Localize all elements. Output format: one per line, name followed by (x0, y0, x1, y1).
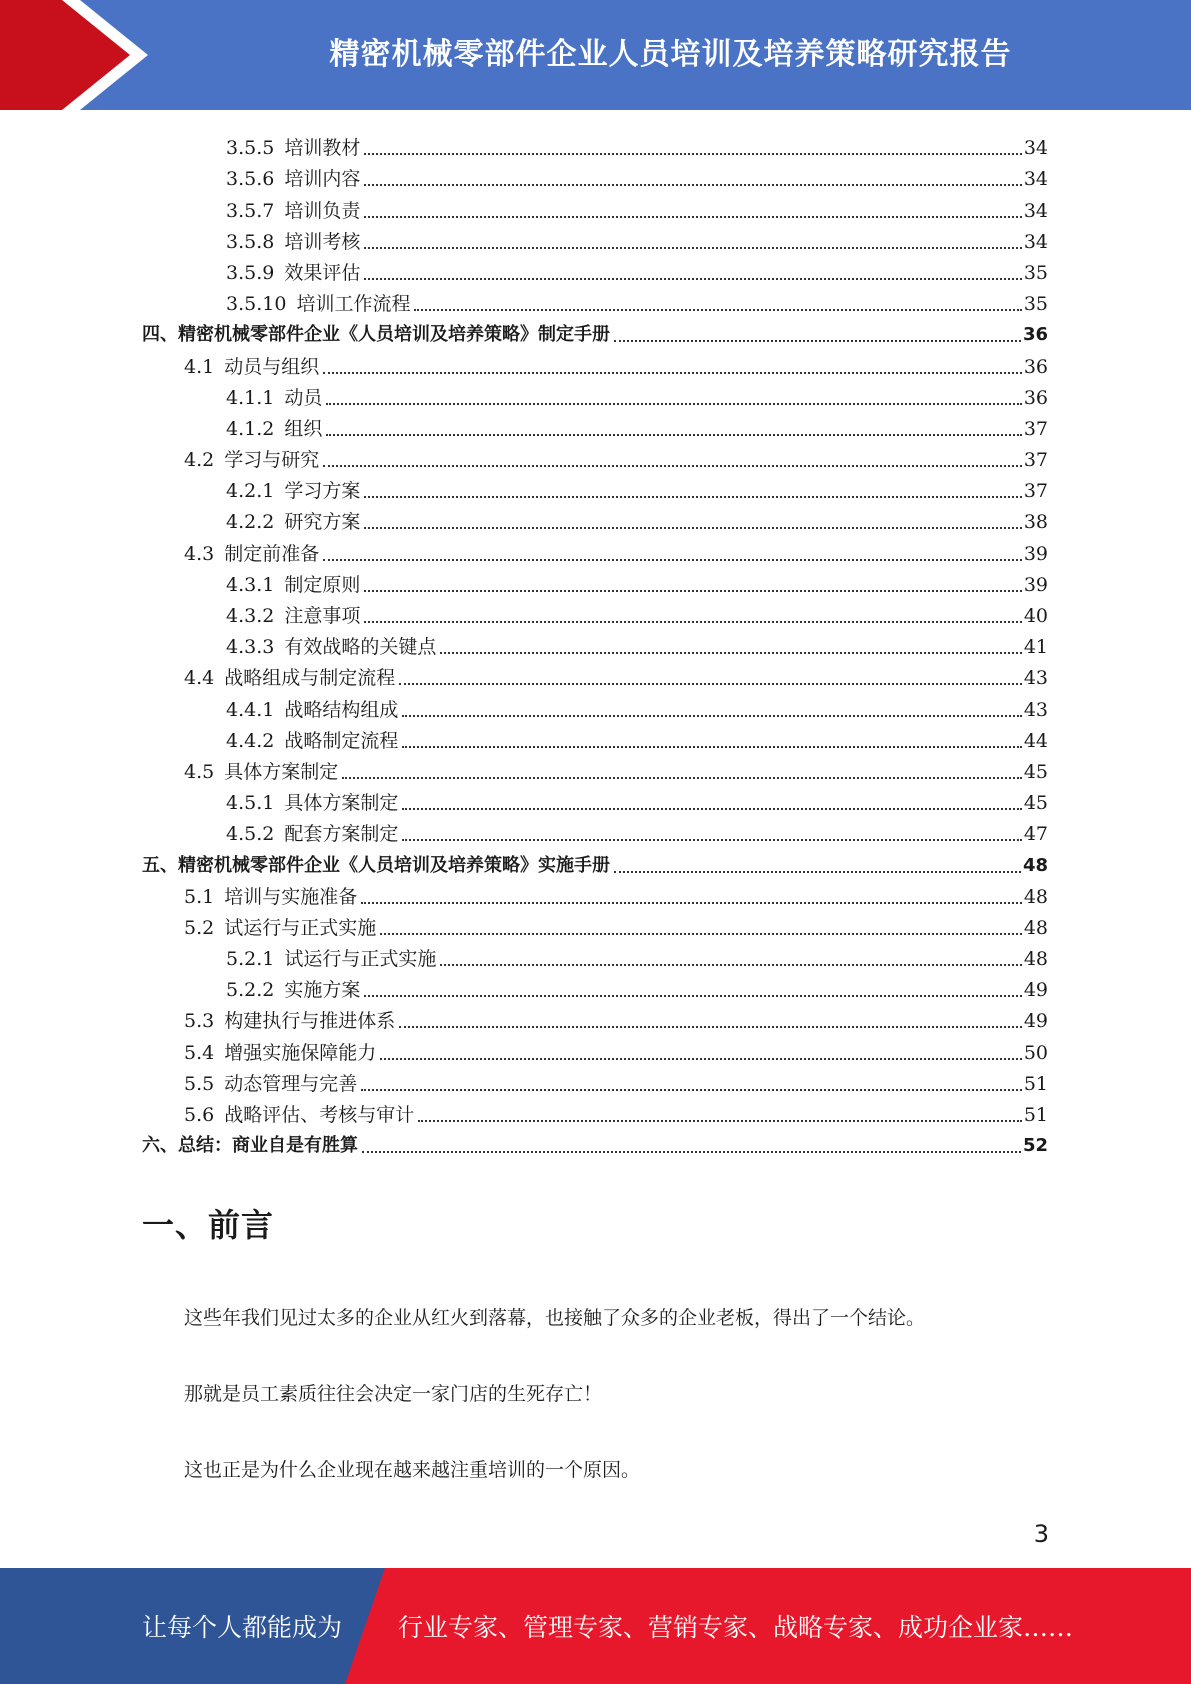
toc-entry-number: 5.4 (184, 1041, 215, 1064)
toc-entry-page: 34 (1023, 199, 1048, 222)
toc-dot-leader (399, 683, 1022, 685)
toc-entry-page: 51 (1023, 1072, 1048, 1095)
toc-entry-number: 3.5.5 (226, 137, 275, 160)
toc-entry-number: 3.5.10 (226, 293, 287, 316)
toc-dot-leader (326, 403, 1021, 405)
toc-entry-page: 38 (1023, 511, 1048, 534)
toc-entry-number: 4.4.1 (226, 698, 275, 721)
toc-entry-title: 培训教材 (284, 137, 361, 160)
toc-entry-title: 实施方案 (284, 979, 361, 1002)
toc-dot-leader (361, 902, 1022, 904)
toc-entry-title: 制定前准备 (224, 542, 320, 565)
toc-entry[interactable] (142, 783, 1048, 814)
toc-entry-number: 4.1.1 (226, 386, 275, 409)
toc-entry-number: 4.5.2 (226, 823, 275, 846)
footer-slogan-right: 行业专家、管理专家、营销专家、战略专家、成功企业家…… (398, 1613, 1074, 1642)
toc-entry-number: 4.1 (184, 355, 215, 378)
toc-entry[interactable] (142, 409, 1048, 440)
toc-entry-title: 动态管理与完善 (224, 1072, 358, 1095)
toc-entry-page: 34 (1023, 168, 1048, 191)
toc-entry-page: 44 (1023, 729, 1048, 752)
toc-entry[interactable] (142, 284, 1048, 315)
paragraph: 这些年我们见过太多的企业从红火到落幕，也接触了众多的企业老板，得出了一个结论。 (184, 1307, 926, 1329)
toc-entry-title: 具体方案制定 (284, 792, 399, 815)
toc-entry-number: 4.2 (184, 449, 215, 472)
paragraph: 那就是员工素质往往会决定一家门店的生死存亡！ (184, 1383, 603, 1405)
toc-entry-number: 4.2.2 (226, 511, 275, 534)
toc-dot-leader (614, 871, 1021, 873)
toc-entry-page: 36 (1023, 386, 1048, 409)
toc-entry-title: 增强实施保障能力 (224, 1041, 377, 1064)
toc-entry-title: 培训负责 (284, 199, 361, 222)
toc-entry-page: 37 (1023, 449, 1048, 472)
toc-entry[interactable] (142, 1126, 1048, 1157)
toc-entry[interactable] (142, 1064, 1048, 1095)
toc-entry[interactable] (142, 471, 1048, 502)
toc-dot-leader (364, 184, 1021, 186)
toc-dot-leader (364, 278, 1021, 280)
toc-dot-leader (342, 777, 1022, 779)
toc-dot-leader (402, 808, 1021, 810)
toc-entry[interactable] (142, 908, 1048, 939)
toc-entry-page: 45 (1023, 760, 1048, 783)
toc-dot-leader (364, 995, 1021, 997)
toc-entry-page: 48 (1023, 885, 1048, 908)
toc-entry[interactable] (142, 814, 1048, 845)
toc-entry-title: 动员与组织 (224, 355, 320, 378)
toc-entry-number: 3.5.8 (226, 230, 275, 253)
toc-entry[interactable] (142, 222, 1048, 253)
toc-entry[interactable] (142, 346, 1048, 377)
toc-entry-number: 4.2.1 (226, 480, 275, 503)
toc-entry-page: 49 (1023, 979, 1048, 1002)
toc-entry[interactable] (142, 253, 1048, 284)
toc-dot-leader (402, 715, 1021, 717)
toc-entry-title: 四、精密机械零部件企业《人员培训及培养策略》制定手册 (142, 324, 610, 346)
toc-entry-title: 注意事项 (284, 605, 361, 627)
toc-dot-leader (364, 496, 1021, 498)
toc-dot-leader (414, 309, 1021, 311)
toc-entry-number: 4.4 (184, 667, 215, 690)
toc-entry-page: 51 (1023, 1104, 1048, 1126)
toc-entry-number: 4.4.2 (226, 729, 275, 752)
toc-entry-title: 动员 (284, 386, 323, 409)
paragraph: 这也正是为什么企业现在越来越注重培训的一个原因。 (184, 1459, 641, 1481)
toc-entry-number: 5.6 (184, 1104, 215, 1126)
toc-entry-title: 学习方案 (284, 480, 361, 503)
toc-entry-page: 35 (1023, 293, 1048, 316)
toc-dot-leader (364, 590, 1021, 592)
toc-entry[interactable] (142, 689, 1048, 720)
toc-dot-leader (364, 247, 1021, 249)
toc-entry-page: 37 (1023, 480, 1048, 503)
toc-entry[interactable] (142, 1032, 1048, 1063)
toc-entry-page: 41 (1023, 636, 1048, 659)
toc-entry-number: 5.2.2 (226, 979, 275, 1002)
toc-entry-number: 3.5.7 (226, 199, 275, 222)
toc-entry-number: 4.5 (184, 760, 215, 783)
toc-entry-number: 4.3.3 (226, 636, 275, 659)
toc-dot-leader (364, 527, 1021, 529)
toc-entry[interactable] (142, 596, 1048, 627)
footer-slogan-left: 让每个人都能成为 (142, 1613, 343, 1642)
toc-entry-number: 4.1.2 (226, 417, 275, 440)
toc-entry[interactable] (142, 752, 1048, 783)
table-of-contents (142, 128, 1048, 1157)
toc-entry-number: 3.5.9 (226, 261, 275, 284)
toc-dot-leader (364, 621, 1021, 623)
toc-entry[interactable] (142, 440, 1048, 471)
toc-entry[interactable] (142, 627, 1048, 658)
toc-entry-number: 5.1 (184, 885, 215, 908)
toc-entry-page: 48 (1023, 916, 1048, 939)
toc-entry[interactable] (142, 658, 1048, 689)
toc-entry-page: 35 (1023, 261, 1048, 284)
toc-entry-number: 5.5 (184, 1072, 215, 1095)
toc-entry-page: 39 (1023, 573, 1048, 596)
toc-entry[interactable] (142, 378, 1048, 409)
toc-entry[interactable] (142, 1095, 1048, 1126)
toc-entry-title: 六、总结：商业自是有胜算 (142, 1135, 358, 1157)
toc-entry[interactable] (142, 845, 1048, 876)
toc-entry-page: 50 (1023, 1041, 1048, 1064)
toc-entry-title: 制定原则 (284, 573, 361, 596)
toc-entry-title: 培训考核 (284, 230, 361, 253)
toc-entry-title: 战略制定流程 (284, 729, 399, 752)
toc-dot-leader (440, 652, 1021, 654)
toc-entry-number: 3.5.6 (226, 168, 275, 191)
toc-dot-leader (326, 434, 1021, 436)
toc-dot-leader (402, 746, 1021, 748)
toc-entry-title: 效果评估 (284, 261, 361, 284)
toc-entry-page: 36 (1022, 324, 1048, 346)
toc-entry[interactable] (142, 128, 1048, 159)
toc-entry[interactable] (142, 190, 1048, 221)
toc-entry[interactable] (142, 502, 1048, 533)
page-number: 3 (1033, 1520, 1049, 1548)
toc-entry-page: 45 (1023, 792, 1048, 815)
toc-dot-leader (440, 964, 1021, 966)
toc-entry-page: 43 (1023, 667, 1048, 690)
toc-entry-page: 36 (1023, 355, 1048, 378)
toc-entry-page: 49 (1023, 1010, 1048, 1033)
toc-entry-title: 培训与实施准备 (224, 885, 358, 908)
header-band (0, 0, 1191, 110)
toc-entry-title: 组织 (284, 417, 323, 440)
toc-entry-title: 构建执行与推进体系 (224, 1010, 396, 1033)
toc-entry-title: 培训内容 (284, 168, 361, 191)
toc-entry-title: 战略组成与制定流程 (224, 667, 396, 690)
toc-entry-title: 培训工作流程 (296, 293, 411, 316)
toc-entry-number: 5.3 (184, 1010, 215, 1033)
toc-entry-page: 48 (1023, 948, 1048, 971)
toc-entry-title: 研究方案 (284, 511, 361, 534)
toc-dot-leader (364, 153, 1021, 155)
toc-entry-page: 47 (1023, 823, 1048, 846)
toc-entry-page: 37 (1023, 417, 1048, 440)
document-title: 精密机械零部件企业人员培训及培养策略研究报告 (329, 37, 1012, 72)
toc-entry-page: 48 (1022, 854, 1048, 876)
footer-band (0, 1568, 1191, 1684)
toc-entry-page: 43 (1023, 698, 1048, 721)
toc-entry-title: 配套方案制定 (284, 823, 399, 846)
toc-entry[interactable] (142, 1001, 1048, 1032)
toc-entry[interactable] (142, 721, 1048, 752)
toc-dot-leader (364, 216, 1021, 218)
toc-entry-number: 5.2.1 (226, 948, 275, 971)
toc-dot-leader (418, 1120, 1022, 1122)
toc-entry-page: 39 (1023, 542, 1048, 565)
toc-entry-number: 4.5.1 (226, 792, 275, 815)
toc-dot-leader (402, 839, 1021, 841)
toc-dot-leader (361, 1089, 1022, 1091)
toc-dot-leader (362, 1151, 1021, 1153)
toc-dot-leader (380, 1058, 1022, 1060)
toc-entry-title: 试运行与正式实施 (224, 916, 377, 939)
toc-entry-title: 战略评估、考核与审计 (224, 1104, 415, 1126)
toc-dot-leader (323, 465, 1022, 467)
toc-dot-leader (614, 340, 1021, 342)
toc-entry-title: 具体方案制定 (224, 760, 339, 783)
toc-entry-title: 试运行与正式实施 (284, 948, 437, 971)
toc-entry[interactable] (142, 939, 1048, 970)
toc-entry[interactable] (142, 877, 1048, 908)
toc-entry-title: 有效战略的关键点 (284, 636, 437, 659)
section-heading: 一、前言 (142, 1206, 275, 1244)
toc-entry[interactable] (142, 533, 1048, 564)
toc-entry[interactable] (142, 159, 1048, 190)
toc-entry-title: 五、精密机械零部件企业《人员培训及培养策略》实施手册 (142, 854, 610, 876)
toc-entry-title: 学习与研究 (224, 449, 320, 472)
toc-entry-page: 34 (1023, 230, 1048, 253)
toc-entry[interactable] (142, 315, 1048, 346)
toc-entry-number: 4.3.1 (226, 573, 275, 596)
toc-entry-page: 52 (1022, 1135, 1048, 1157)
toc-entry-number: 4.3 (184, 542, 215, 565)
toc-entry-page: 34 (1023, 137, 1048, 160)
toc-dot-leader (399, 1026, 1022, 1028)
toc-entry-number: 5.2 (184, 916, 215, 939)
toc-dot-leader (323, 372, 1022, 374)
toc-entry-page: 40 (1023, 605, 1048, 627)
toc-dot-leader (323, 559, 1022, 561)
toc-dot-leader (380, 933, 1022, 935)
toc-entry[interactable] (142, 565, 1048, 596)
toc-entry-number: 4.3.2 (226, 605, 275, 627)
toc-entry-title: 战略结构组成 (284, 698, 399, 721)
toc-entry[interactable] (142, 970, 1048, 1001)
